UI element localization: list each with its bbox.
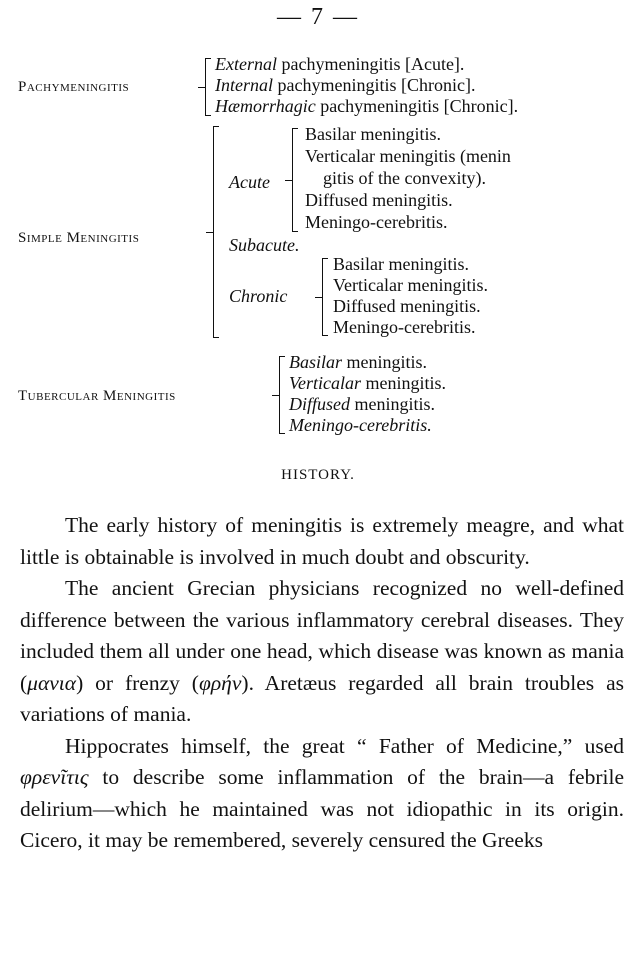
subacute-label: Subacute. [229, 235, 300, 255]
tubercular-brace [279, 356, 280, 434]
history-paragraph: The early history of meningitis is extremely meagre, and what little is obtainable is involved in much doubt and obscurity. [20, 513, 624, 569]
history-body [20, 510, 624, 857]
acute-item: gitis of the convexity). [323, 168, 486, 188]
pachy-item: Internal pachymeningitis [Chronic]. [215, 75, 476, 95]
acute-label: Acute [229, 172, 270, 192]
acute-item: Basilar meningitis. [305, 124, 441, 144]
page-number: — 7 — [277, 4, 359, 30]
tubercular-item: Meningo-cerebritis. [289, 415, 432, 435]
history-heading: HISTORY. [281, 467, 355, 483]
pachymeningitis-heading: Pachymeningitis [18, 79, 130, 95]
tubercular-item: Diffused meningitis. [289, 394, 435, 414]
pachy-item: External pachymeningitis [Acute]. [215, 54, 465, 74]
acute-item: Meningo-cerebritis. [305, 212, 448, 232]
simple-meningitis-heading: Simple Meningitis [18, 230, 140, 246]
acute-item: Verticalar meningitis (menin [305, 146, 511, 166]
simple-meningitis-brace [213, 126, 214, 338]
pachymeningitis-brace [205, 58, 206, 116]
acute-item: Diffused meningitis. [305, 190, 453, 210]
tubercular-item: Verticalar meningitis. [289, 373, 446, 393]
pachy-item: Hæmorrhagic pachymeningitis [Chronic]. [215, 96, 519, 116]
chronic-item: Diffused meningitis. [333, 296, 481, 316]
history-paragraph: Hippocrates himself, the great “ Father of Medicine,” used φρενῖτις to describe some inflammation of the brain—a febrile delirium—which he maintained was not idiopathic in its origin. Cicero, it may be remembered, severely censured the Greeks [20, 733, 624, 852]
chronic-item: Meningo-cerebritis. [333, 317, 476, 337]
chronic-label: Chronic [229, 286, 288, 306]
tubercular-item: Basilar meningitis. [289, 352, 428, 372]
history-paragraph: The ancient Grecian physicians recognized no well-defined difference between the various inflammatory cerebral diseases. They included them all under one head, which disease was known as mania (μανια) or frenzy (φρήν). Aretæus regarded all brain troubles as variations of mania. [20, 576, 624, 726]
chronic-brace [322, 258, 323, 336]
acute-brace [292, 128, 293, 232]
chronic-item: Basilar meningitis. [333, 254, 469, 274]
tubercular-meningitis-heading: Tubercular Meningitis [18, 388, 176, 404]
chronic-item: Verticalar meningitis. [333, 275, 488, 295]
